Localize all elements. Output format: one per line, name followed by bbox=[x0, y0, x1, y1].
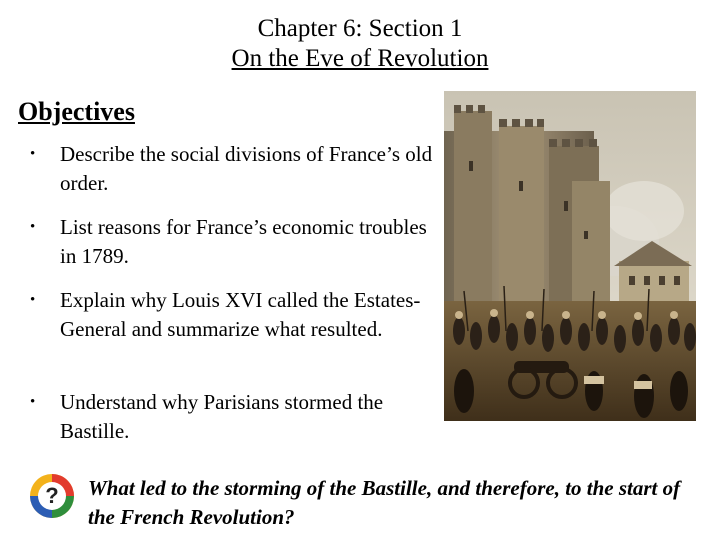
focus-question: What led to the storming of the Bastille, and therefore, to the start of the French Revolution? bbox=[88, 476, 681, 529]
bullet-icon: • bbox=[30, 146, 36, 162]
bullet-icon: • bbox=[30, 219, 36, 235]
chapter-title: Chapter 6: Section 1 bbox=[257, 15, 463, 42]
svg-text:?: ? bbox=[45, 483, 59, 508]
objective-text: List reasons for France’s economic troubles in 1789. bbox=[60, 215, 427, 268]
objective-text: Understand why Parisians stormed the Bastille. bbox=[60, 390, 384, 443]
objective-item bbox=[30, 286, 440, 344]
objectives-heading: Objectives bbox=[18, 97, 135, 126]
objective-item bbox=[30, 388, 440, 446]
objective-text: Describe the social divisions of France’s old order. bbox=[60, 142, 433, 195]
objective-item bbox=[30, 213, 440, 271]
bullet-icon: • bbox=[30, 292, 36, 308]
objective-item bbox=[30, 140, 440, 198]
question-badge-icon bbox=[28, 472, 76, 520]
objective-text: Explain why Louis XVI called the Estates-General and summarize what resulted. bbox=[60, 288, 421, 341]
section-title: On the Eve of Revolution bbox=[231, 45, 489, 72]
bullet-icon: • bbox=[30, 394, 36, 410]
bastille-painting bbox=[444, 91, 696, 421]
title-block bbox=[0, 14, 720, 74]
